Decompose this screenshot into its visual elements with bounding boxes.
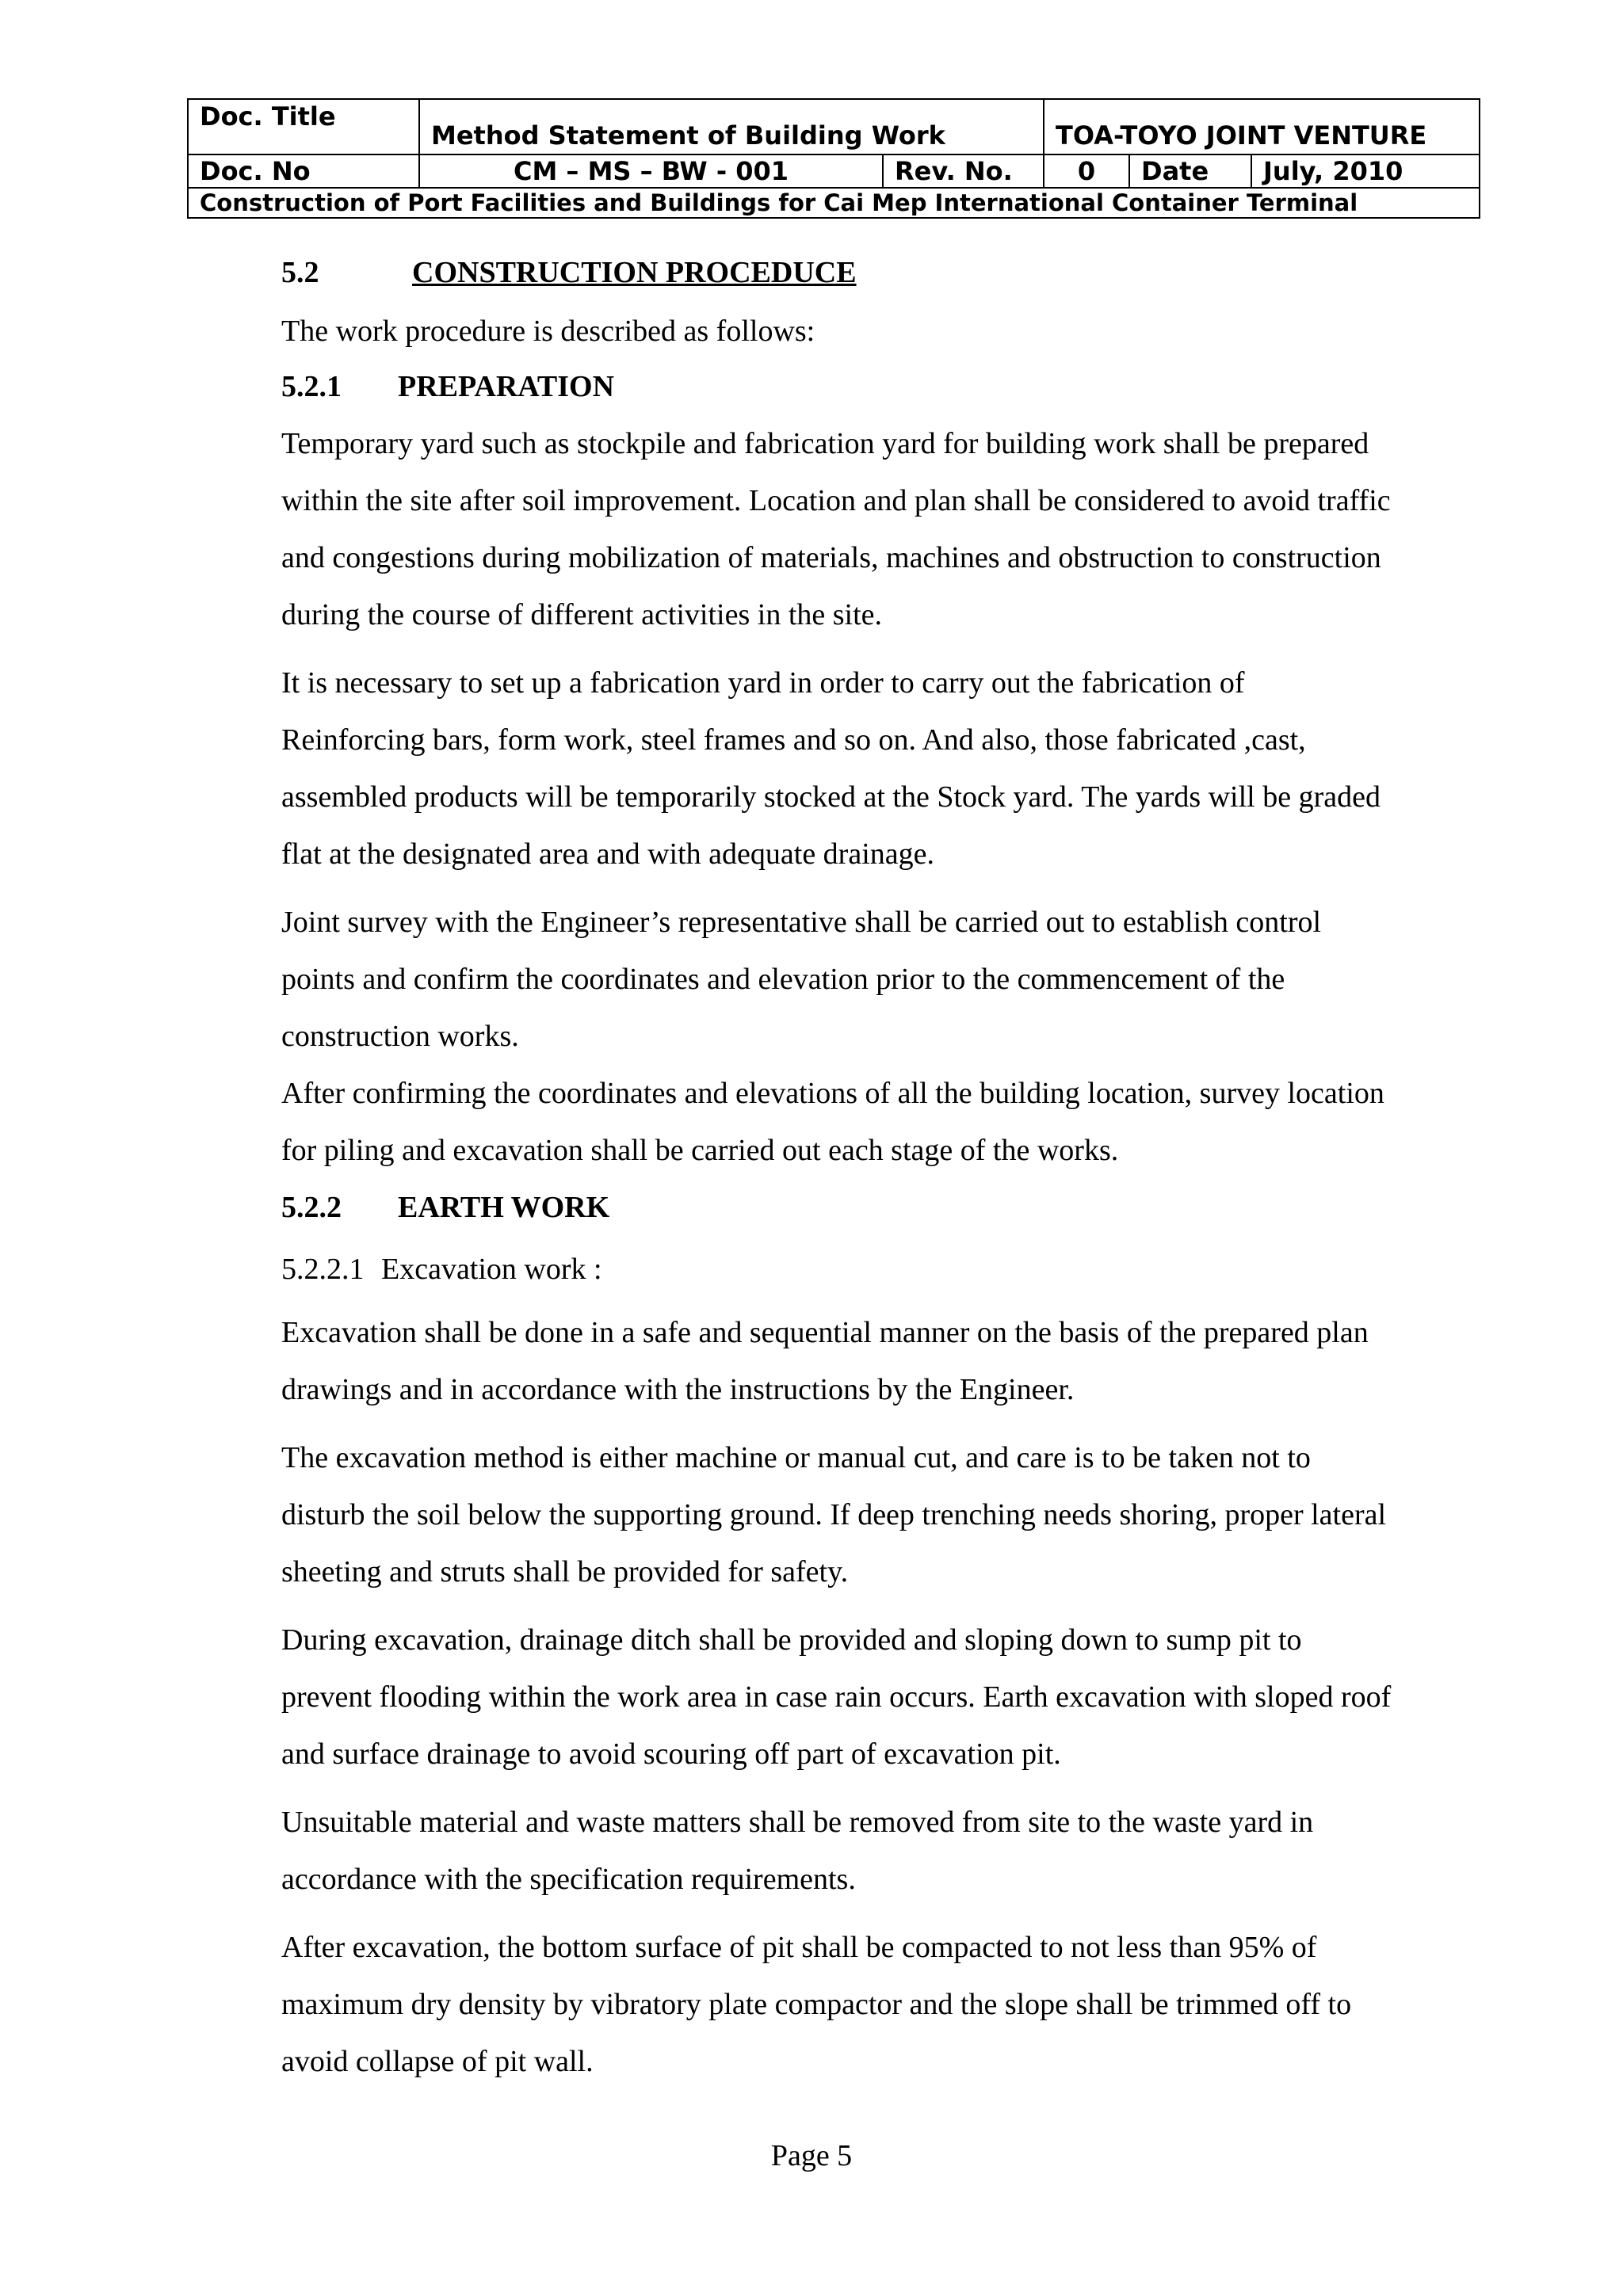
date-label: Date [1129,154,1251,188]
paragraph-unsuitable-material [281,1794,1499,1908]
rev-no-value: 0 [1044,154,1129,188]
paragraph-joint-survey [281,894,1499,1065]
text-line: During excavation, drainage ditch shall be provided and sloping down to sump pit to [281,1623,1302,1657]
subsection-heading-earthwork [281,1179,1499,1236]
text-line: Temporary yard such as stockpile and fabrication yard for building work shall be prepared [281,427,1369,460]
text-line: disturb the soil below the supporting ground. If deep trenching needs shoring, proper lateral [281,1498,1387,1531]
text-line: maximum dry density by vibratory plate compactor and the slope shall be trimmed off to [281,1988,1352,2021]
text-line: prevent flooding within the work area in case rain occurs. Earth excavation with sloped roof [281,1680,1392,1714]
text-line: Unsuitable material and waste matters shall be removed from site to the waste yard in [281,1806,1314,1839]
date-value: July, 2010 [1251,154,1480,188]
doc-no-label: Doc. No [188,154,419,188]
text-line: within the site after soil improvement. Location and plan shall be considered to avoid traffic [281,484,1391,517]
text-line: for piling and excavation shall be carried out each stage of the works. [281,1134,1119,1167]
doc-no-value: CM – MS – BW - 001 [419,154,883,188]
text-line: assembled products will be temporarily stocked at the Stock yard. The yards will be graded [281,780,1381,814]
subsubsection-title: Excavation work : [381,1253,602,1286]
subsection-number: 5.2.1 [281,370,342,403]
text-line: Excavation shall be done in a safe and sequential manner on the basis of the prepared plan [281,1316,1369,1349]
text-line: during the course of different activities in the site. [281,598,883,631]
subsection-number: 5.2.2 [281,1191,342,1224]
text-line: Joint survey with the Engineer’s representative shall be carried out to establish control [281,906,1322,939]
text-line: After confirming the coordinates and elevations of all the building location, survey location [281,1077,1384,1110]
section-number: 5.2 [281,256,319,289]
doc-title-value: Method Statement of Building Work [419,99,1044,154]
document-body [281,247,1499,2090]
subsubsection-heading-excavation [281,1241,1499,1298]
doc-title-label: Doc. Title [188,99,419,154]
section-title: CONSTRUCTION PROCEDUCE [412,256,857,289]
company-name: TOA-TOYO JOINT VENTURE [1044,99,1480,154]
paragraph-survey-location [281,1065,1499,1179]
section-heading [281,247,1499,298]
subsection-title: EARTH WORK [398,1191,610,1224]
text-line: sheeting and struts shall be provided for safety. [281,1555,849,1589]
text-line: accordance with the specification requirements. [281,1863,856,1896]
paragraph-fabrication-yard [281,654,1499,883]
text-line: Reinforcing bars, form work, steel frames and so on. And also, those fabricated ,cast, [281,723,1306,757]
rev-no-label: Rev. No. [883,154,1044,188]
text-line: drawings and in accordance with the instructions by the Engineer. [281,1373,1075,1406]
text-line: and congestions during mobilization of materials, machines and obstruction to construction [281,541,1381,574]
text-line: The excavation method is either machine or manual cut, and care is to be taken not to [281,1441,1311,1474]
paragraph-excavation-manner [281,1304,1499,1418]
section-intro: The work procedure is described as follows: [281,315,815,348]
subsubsection-number: 5.2.2.1 [281,1253,365,1286]
subsection-title: PREPARATION [398,370,615,403]
paragraph-excavation-method [281,1429,1499,1600]
text-line: avoid collapse of pit wall. [281,2045,594,2078]
project-name: Construction of Port Facilities and Buildings for Cai Mep International Container Terminal [188,188,1480,218]
paragraph-drainage [281,1611,1499,1783]
document-header-table [187,98,1480,219]
text-line: and surface drainage to avoid scouring off part of excavation pit. [281,1737,1061,1771]
text-line: points and confirm the coordinates and elevation prior to the commencement of the [281,963,1285,996]
text-line: It is necessary to set up a fabrication yard in order to carry out the fabrication of [281,666,1245,700]
page-number: Page 5 [770,2139,853,2172]
paragraph-compaction [281,1919,1499,2090]
paragraph-temporary-yard [281,415,1499,643]
text-line: construction works. [281,1020,519,1053]
text-line: After excavation, the bottom surface of pit shall be compacted to not less than 95% of [281,1931,1317,1964]
text-line: flat at the designated area and with adequate drainage. [281,837,934,871]
subsection-heading-preparation [281,358,1499,415]
